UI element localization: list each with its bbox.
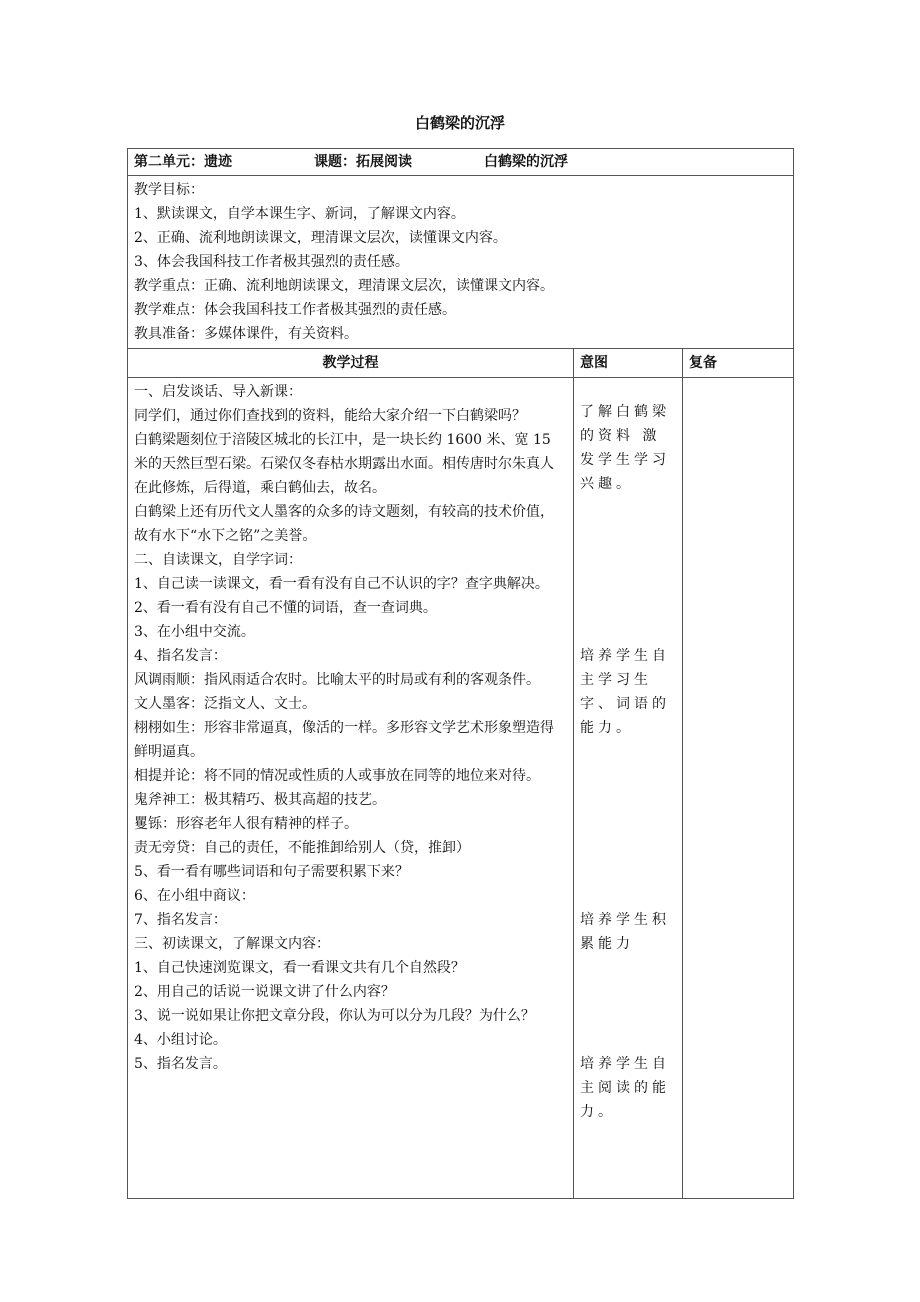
intent-note: 培养学生积累能力	[580, 912, 670, 952]
header-row	[128, 149, 794, 176]
process-line: 一、启发谈话、导入新课：	[134, 384, 302, 400]
process-line: 1、自己快速浏览课文，看一看课文共有几个自然段？	[134, 960, 465, 976]
process-line: 5、指名发言。	[134, 1056, 227, 1072]
process-line: 三、初读课文，了解课文内容：	[134, 936, 330, 952]
goals-label: 教学目标：	[134, 182, 204, 198]
process-line: 2、看一看有没有自己不懂的词语，查一查词典。	[134, 600, 437, 616]
goal-item: 2、正确、流利地朗读课文，理清课文层次，读懂课文内容。	[134, 230, 507, 246]
process-line: 白鹤梁上还有历代文人墨客的众多的诗文题刻，有较高的技术价值，故有水下“水下之铭”之美誉。	[134, 504, 554, 544]
goal-item: 3、体会我国科技工作者极其强烈的责任感。	[134, 254, 409, 270]
intent-note: 培养学生自主阅读的能力。	[580, 1056, 670, 1120]
process-line: 同学们，通过你们查找到的资料，能给大家介绍一下白鹤梁吗？	[134, 408, 526, 424]
process-cell	[128, 378, 574, 1199]
process-line: 1、自己读一读课文，看一看有没有自己不认识的字？查字典解决。	[134, 576, 549, 592]
process-line: 矍铄：形容老年人很有精神的样子。	[134, 816, 358, 832]
intent-cell	[574, 378, 683, 1199]
process-line: 4、小组讨论。	[134, 1032, 227, 1048]
process-line: 相提并论：将不同的情况或性质的人或事放在同等的地位来对待。	[134, 768, 540, 784]
process-line: 5、看一看有哪些词语和句子需要积累下来？	[134, 864, 409, 880]
difficulty: 教学难点：体会我国科技工作者极其强烈的责任感。	[134, 302, 456, 318]
process-body-row	[128, 378, 794, 1199]
goal-item: 1、默读课文，自学本课生字、新词，了解课文内容。	[134, 206, 465, 222]
process-line: 文人墨客：泛指文人、文士。	[134, 696, 316, 712]
lesson-name: 白鹤梁的沉浮	[484, 154, 568, 170]
goals-row	[128, 176, 794, 349]
intent-note: 培养学生自主学习生字、词语的能力。	[580, 648, 670, 736]
materials: 教具准备：多媒体课件，有关资料。	[134, 326, 358, 342]
column-header-row	[128, 349, 794, 378]
lesson-plan-table	[127, 148, 794, 1199]
process-line: 3、在小组中交流。	[134, 624, 255, 640]
process-line: 栩栩如生：形容非常逼真，像活的一样。多形容文学艺术形象塑造得鲜明逼真。	[134, 720, 554, 760]
review-cell	[683, 378, 794, 1199]
process-line: 2、用自己的话说一说课文讲了什么内容？	[134, 984, 395, 1000]
process-line: 鬼斧神工：极其精巧、极其高超的技艺。	[134, 792, 386, 808]
process-line: 4、指名发言：	[134, 648, 227, 664]
process-line: 白鹤梁题刻位于涪陵区城北的长江中，是一块长约 1600 米、宽 15 米的天然巨型石梁。石梁仅冬春枯水期露出水面。相传唐时尔朱真人在此修炼，后得道，乘白鹤仙去，故名。	[134, 432, 554, 496]
intent-column-header: 意图	[574, 349, 683, 378]
process-line: 风调雨顺：指风雨适合农时。比喻太平的时局或有利的客观条件。	[134, 672, 540, 688]
process-line: 责无旁贷：自己的责任，不能推卸给别人（贷，推卸）	[134, 840, 470, 856]
topic-label: 课题：拓展阅读	[314, 154, 412, 170]
process-line: 二、自读课文，自学字词：	[134, 552, 302, 568]
review-column-header: 复备	[683, 349, 794, 378]
goals-cell	[128, 176, 794, 349]
process-column-header: 教学过程	[128, 349, 574, 378]
process-line: 3、说一说如果让你把文章分段，你认为可以分为几段？为什么？	[134, 1008, 535, 1024]
intent-note: 了解白鹤梁的资料 激发学生学习兴趣。	[580, 404, 670, 492]
process-line: 6、在小组中商议：	[134, 888, 255, 904]
process-line: 7、指名发言：	[134, 912, 227, 928]
header-cell	[128, 149, 794, 176]
page-title: 白鹤梁的沉浮	[414, 114, 505, 132]
key-point: 教学重点：正确、流利地朗读课文，理清课文层次，读懂课文内容。	[134, 278, 554, 294]
unit-label: 第二单元：遗迹	[134, 154, 232, 170]
